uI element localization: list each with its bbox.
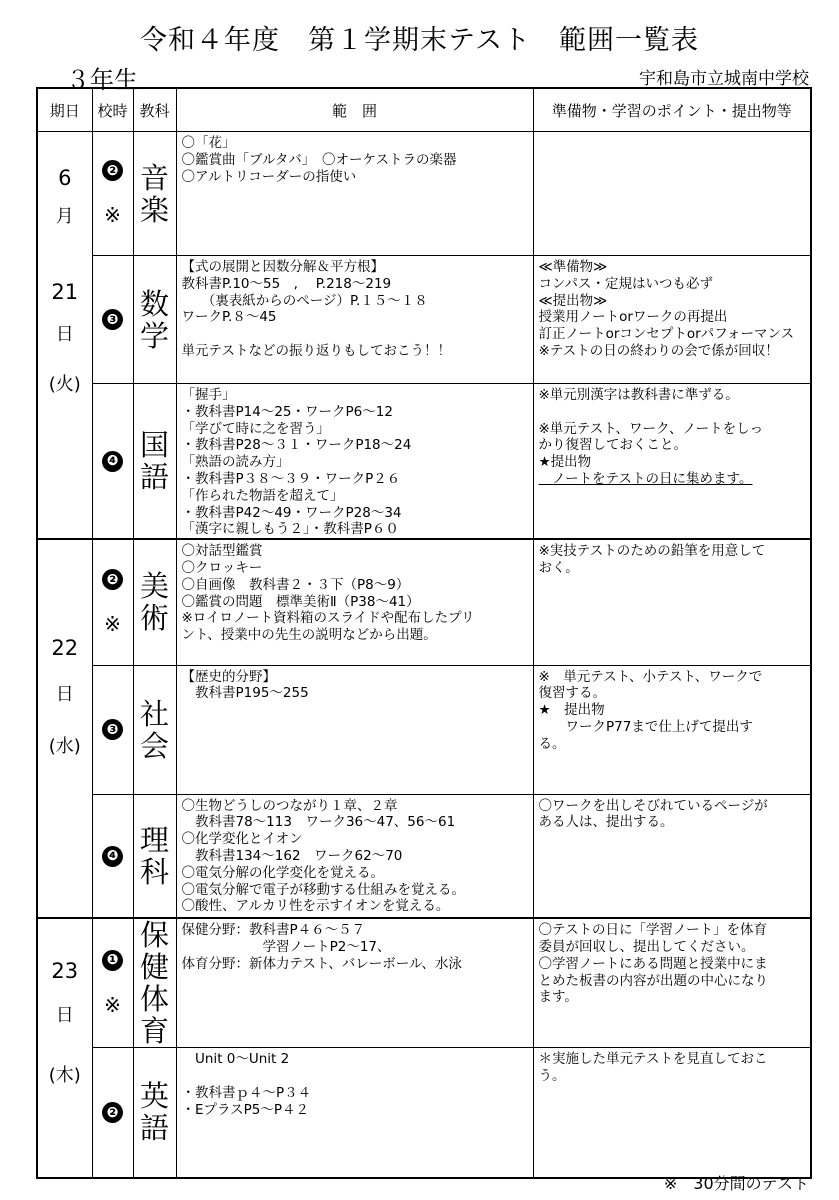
text-line: ≪準備物≫	[538, 259, 608, 275]
text-line: ※ロイロノート資料箱のスライドや配布したプリ	[181, 610, 475, 627]
subject-name: 英語	[139, 1079, 169, 1146]
school-name: 宇和島市立城南中学校	[639, 69, 809, 89]
date-cell	[37, 132, 92, 540]
subject-name: 社会	[139, 696, 169, 763]
range-cell	[176, 1048, 533, 1178]
day-unit: 日	[55, 324, 74, 345]
subject-cell	[133, 384, 176, 540]
text-line: 教科書P195～255	[181, 685, 309, 702]
text-line: る。	[538, 735, 566, 752]
text-line: ある人は、提出する。	[538, 814, 674, 831]
notes-cell	[533, 539, 811, 665]
text-line: 〇アルトリコーダーの指使い	[181, 168, 357, 185]
text-line: 学習ノートP2～17、	[181, 938, 391, 955]
text-line: ・教科書P14～25・ワークP6～12	[181, 403, 393, 420]
header-subject: 教科	[133, 88, 176, 132]
text-line: 〇「花」	[181, 135, 236, 151]
text-line: 〇ワークを出しそびれているページが	[538, 797, 768, 814]
table-row	[37, 1048, 811, 1178]
text-line: ≪提出物≫	[538, 292, 608, 309]
text-line: 〇生物どうしのつながり１章、２章	[181, 797, 398, 814]
text-line	[539, 404, 807, 421]
text-line: 訂正ノートorコンセプトorパフォーマンス	[538, 326, 795, 343]
text-line: 「学びて時に之を習う」	[181, 420, 330, 437]
period-note: ※	[104, 612, 121, 637]
range-cell	[176, 132, 533, 256]
text-line: 〇鑑賞曲「ブルタバ」 〇オーケストラの楽器	[181, 151, 457, 168]
table-row	[37, 918, 811, 1048]
text-line: 【式の展開と因数分解＆平方根】	[181, 259, 384, 275]
text-line: 教科書78～113 ワーク36～47、56～61	[181, 814, 456, 831]
text-line: ・教科書P３８～３９・ワークP２６	[181, 470, 401, 487]
text-line: 「漢字に親しもう２」・教科書P６０	[181, 521, 399, 538]
day-number: 22	[51, 636, 79, 661]
table-row	[37, 384, 811, 540]
text-line: ワークP77まで仕上げて提出す	[538, 719, 753, 736]
footer-note: ※ 30分間のテスト	[663, 1174, 809, 1193]
header-range: 範 囲	[176, 88, 533, 132]
table-row	[37, 794, 811, 918]
date-cell	[37, 539, 92, 918]
weekday: (火)	[48, 374, 81, 395]
text-line: ★ 提出物	[538, 702, 605, 719]
text-line: 〇酸性、アルカリ性を示すイオンを覚える。	[181, 898, 450, 915]
text-line: 教科書P.10～55 , P.218～219	[181, 275, 392, 292]
period-number: ❸	[102, 309, 123, 330]
text-line: ※ 単元テスト、小テスト、ワークで	[538, 668, 763, 685]
text-line: 単元テストなどの振り返りもしておこう！！	[181, 342, 451, 359]
range-cell	[176, 794, 533, 918]
notes-cell	[533, 665, 811, 794]
day-unit: 日	[55, 1005, 74, 1027]
header-date: 期日	[37, 88, 92, 132]
period-number: ❷	[102, 1102, 123, 1123]
text-line: 〇電気分解で電子が移動する仕組みを覚える。	[181, 881, 465, 898]
period-cell	[92, 1048, 133, 1178]
period-number: ❹	[102, 451, 123, 472]
subject-cell	[133, 918, 176, 1048]
text-line: （裏表紙からのページ）P.１５～１８	[181, 292, 428, 309]
text-line: ワークP.８～45	[181, 309, 277, 326]
text-line: 委員が回収し、提出してください。	[538, 938, 755, 955]
text-line: ント、授業中の先生の説明などから出題。	[181, 627, 437, 644]
notes-cell	[533, 918, 811, 1048]
subject-name: 保健体育	[139, 918, 169, 1049]
text-line: ※単元別漢字は教科書に準ずる。	[538, 387, 739, 403]
subject-name: 理科	[139, 822, 169, 889]
range-cell	[176, 384, 533, 540]
subject-cell	[133, 132, 176, 256]
text-line: コンパス・定規はいつも必ず	[538, 275, 714, 292]
text-line: ＊実施した単元テストを見直しておこ	[538, 1051, 768, 1068]
day-number: 23	[51, 959, 79, 984]
text-line: 〇学習ノートにある問題と授業中にま	[538, 955, 768, 972]
table-row	[37, 665, 811, 794]
day-unit: 日	[55, 684, 74, 706]
page-title: 令和４年度 第１学期末テスト 範囲一覧表	[140, 25, 699, 56]
text-line: ★提出物	[538, 454, 592, 471]
period-cell	[92, 384, 133, 540]
text-line: 〇自画像 教科書２・３下（P8～9）	[181, 576, 410, 593]
notes-cell	[533, 794, 811, 918]
period-note: ※	[104, 992, 121, 1017]
text-line: 授業用ノートorワークの再提出	[538, 309, 728, 326]
table-row	[37, 256, 811, 384]
text-line: 〇化学変化とイオン	[181, 831, 303, 848]
subject-name: 音楽	[139, 160, 169, 227]
text-line: 【歴史的分野】	[181, 668, 276, 685]
text-line: ・教科書P28～３１・ワークP18～24	[181, 437, 412, 454]
notes-cell	[533, 132, 811, 256]
text-line: 教科書134～162 ワーク62～70	[181, 848, 403, 865]
text-line: 〇電気分解の化学変化を覚える。	[181, 864, 384, 881]
period-number: ❷	[102, 569, 123, 590]
subject-name: 国語	[139, 428, 169, 495]
subject-cell	[133, 539, 176, 665]
notes-cell	[533, 1048, 811, 1178]
text-line: ます。	[538, 989, 578, 1006]
range-cell	[176, 665, 533, 794]
header-period: 校時	[92, 88, 133, 132]
range-cell	[176, 256, 533, 384]
text-line: 「熟語の読み方」	[181, 454, 290, 471]
notes-cell	[533, 256, 811, 384]
text-line: かり復習しておくこと。	[538, 437, 687, 454]
text-line: ※テストの日の終わりの会で係が回収！	[538, 342, 779, 359]
text-line: とめた板書の内容が出題の中心になり	[538, 972, 768, 989]
subject-cell	[133, 1048, 176, 1178]
period-number: ❹	[102, 846, 123, 867]
text-line: ※単元テスト、ワーク、ノートをしっ	[538, 420, 764, 437]
text-line: 〇クロッキー	[181, 559, 263, 576]
period-cell	[92, 256, 133, 384]
text-line: 「作られた物語を超えて」	[181, 487, 344, 504]
subject-name: 数学	[139, 286, 169, 353]
grade-label: ３年生	[66, 66, 138, 94]
range-cell	[176, 918, 533, 1048]
text-line: ・EプラスP5～P４２	[181, 1101, 309, 1118]
period-number: ❶	[102, 950, 123, 971]
text-line: 保健分野：教科書P４６～５７	[181, 922, 366, 939]
text-line: 〇対話型鑑賞	[181, 543, 263, 560]
table-row	[37, 132, 811, 256]
date-cell	[37, 918, 92, 1178]
period-number: ❸	[102, 719, 123, 740]
day-number: 21	[51, 280, 79, 304]
period-cell	[92, 918, 133, 1048]
period-cell	[92, 539, 133, 665]
subject-cell	[133, 665, 176, 794]
text-line: 〇鑑賞の問題 標準美術Ⅱ（P38～41）	[181, 593, 420, 610]
notes-cell	[533, 384, 811, 540]
text-line	[182, 326, 529, 343]
header-notes: 準備物・学習のポイント・提出物等	[533, 88, 811, 132]
text-line: 〇テストの日に「学習ノート」を体育	[538, 922, 768, 939]
text-line: 「握手」	[181, 387, 236, 403]
text-line: ・教科書ｐ４～P３４	[181, 1084, 312, 1101]
text-line	[182, 1068, 529, 1085]
period-number: ❷	[102, 160, 123, 181]
month-number: 6	[58, 166, 72, 190]
text-line: おく。	[538, 559, 579, 576]
period-cell	[92, 665, 133, 794]
text-line: ノートをテストの日に集めます。	[538, 470, 753, 487]
text-line: 体育分野：新体力テスト、バレーボール、水泳	[181, 955, 462, 972]
month-unit: 月	[55, 206, 74, 227]
subject-cell	[133, 794, 176, 918]
period-note: ※	[104, 203, 121, 228]
text-line: 復習する。	[538, 685, 606, 702]
header-row	[37, 88, 811, 132]
subject-name: 美術	[139, 569, 169, 636]
text-line: Unit 0～Unit 2	[181, 1051, 290, 1068]
text-line: ・教科書P42～49・ワークP28～34	[181, 504, 402, 521]
table-row	[37, 539, 811, 665]
exam-schedule-table	[36, 87, 812, 1179]
weekday: (木)	[48, 1065, 81, 1087]
text-line: う。	[538, 1067, 566, 1084]
subject-cell	[133, 256, 176, 384]
period-cell	[92, 132, 133, 256]
range-cell	[176, 539, 533, 665]
weekday: (水)	[48, 736, 81, 758]
text-line: ※実技テストのための鉛筆を用意して	[538, 543, 766, 560]
period-cell	[92, 794, 133, 918]
